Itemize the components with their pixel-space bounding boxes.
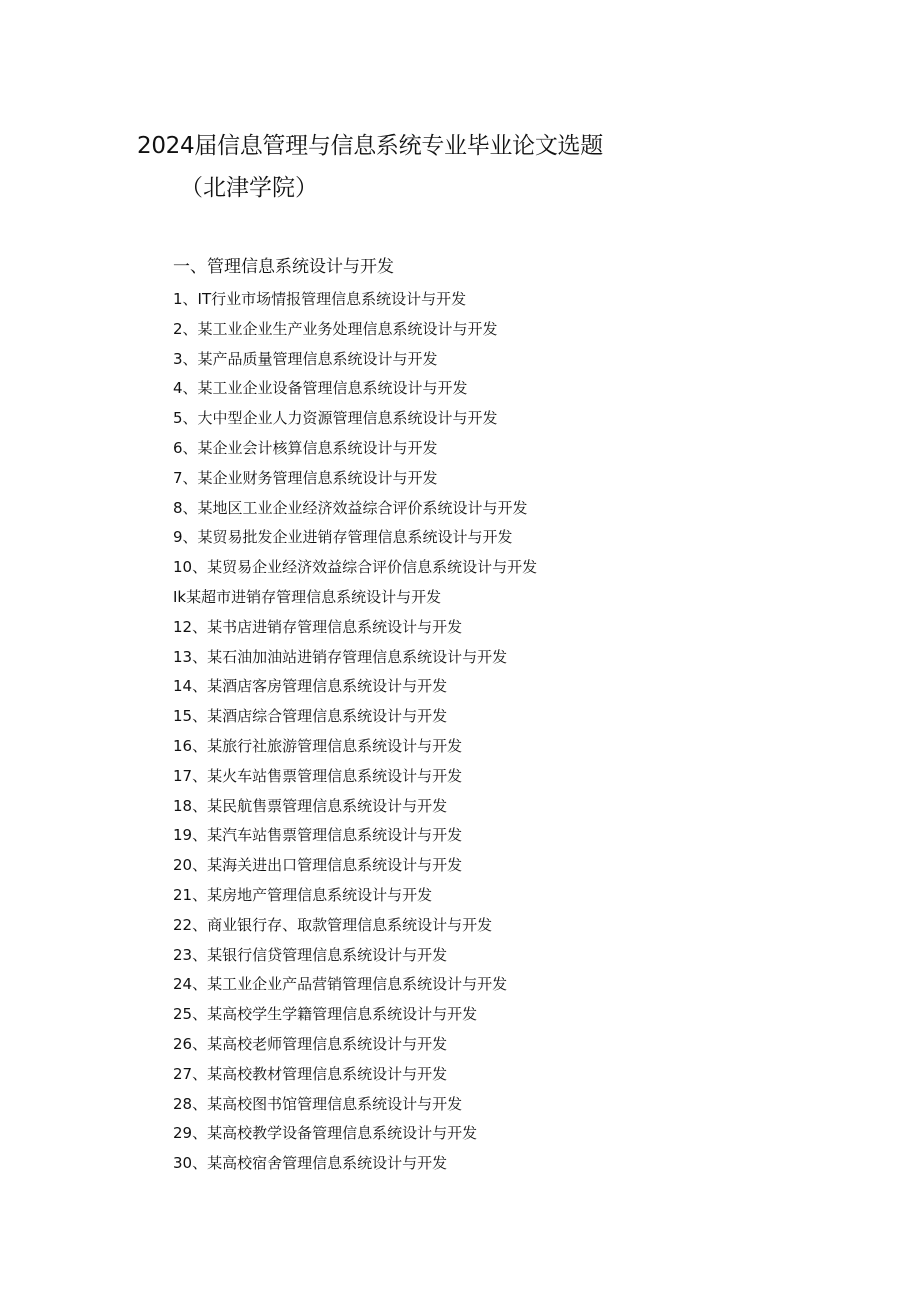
list-item: 1、IT行业市场情报管理信息系统设计与开发 (173, 290, 467, 308)
list-item: 5、大中型企业人力资源管理信息系统设计与开发 (173, 409, 498, 428)
list-item: 22、商业银行存、取款管理信息系统设计与开发 (173, 915, 493, 934)
list-item: 9、某贸易批发企业进销存管理信息系统设计与开发 (173, 528, 513, 547)
list-item: 21、某房地产管理信息系统设计与开发 (173, 885, 433, 904)
list-item: 29、某高校教学设备管理信息系统设计与开发 (173, 1124, 478, 1143)
list-item: 30、某高校宿舍管理信息系统设计与开发 (173, 1154, 448, 1173)
document-subtitle: （北津学院） (180, 175, 318, 201)
list-item: 13、某石油加油站进销存管理信息系统设计与开发 (173, 647, 508, 666)
list-item: 3、某产品质量管理信息系统设计与开发 (173, 349, 438, 368)
list-item: 10、某贸易企业经济效益综合评价信息系统设计与开发 (173, 558, 538, 577)
list-item: 26、某高校老师管理信息系统设计与开发 (173, 1034, 448, 1053)
topic-list (173, 287, 537, 1181)
list-item: 18、某民航售票管理信息系统设计与开发 (173, 796, 448, 815)
list-item: 24、某工业企业产品营销管理信息系统设计与开发 (173, 975, 508, 994)
document-title: 2024届信息管理与信息系统专业毕业论文选题 (137, 133, 603, 159)
list-item: 6、某企业会计核算信息系统设计与开发 (173, 438, 438, 457)
section-heading: 一、管理信息系统设计与开发 (173, 257, 394, 277)
list-item: 8、某地区工业企业经济效益综合评价系统设计与开发 (173, 498, 528, 517)
list-item: 27、某高校教材管理信息系统设计与开发 (173, 1064, 448, 1083)
list-item: 16、某旅行社旅游管理信息系统设计与开发 (173, 736, 463, 755)
list-item: 17、某火车站售票管理信息系统设计与开发 (173, 766, 463, 785)
list-item: 28、某高校图书馆管理信息系统设计与开发 (173, 1094, 463, 1113)
list-item: 12、某书店进销存管理信息系统设计与开发 (173, 617, 463, 636)
list-item: 2、某工业企业生产业务处理信息系统设计与开发 (173, 319, 498, 338)
list-item: Ik某超市进销存管理信息系统设计与开发 (173, 587, 442, 606)
list-item: 19、某汽车站售票管理信息系统设计与开发 (173, 826, 463, 845)
list-item: 25、某高校学生学籍管理信息系统设计与开发 (173, 1005, 478, 1024)
list-item: 4、某工业企业设备管理信息系统设计与开发 (173, 379, 468, 398)
list-item: 23、某银行信贷管理信息系统设计与开发 (173, 945, 448, 964)
list-item: 7、某企业财务管理信息系统设计与开发 (173, 468, 438, 487)
list-item: 20、某海关进出口管理信息系统设计与开发 (173, 856, 463, 875)
list-item: 14、某酒店客房管理信息系统设计与开发 (173, 677, 448, 696)
list-item: 15、某酒店综合管理信息系统设计与开发 (173, 707, 448, 726)
